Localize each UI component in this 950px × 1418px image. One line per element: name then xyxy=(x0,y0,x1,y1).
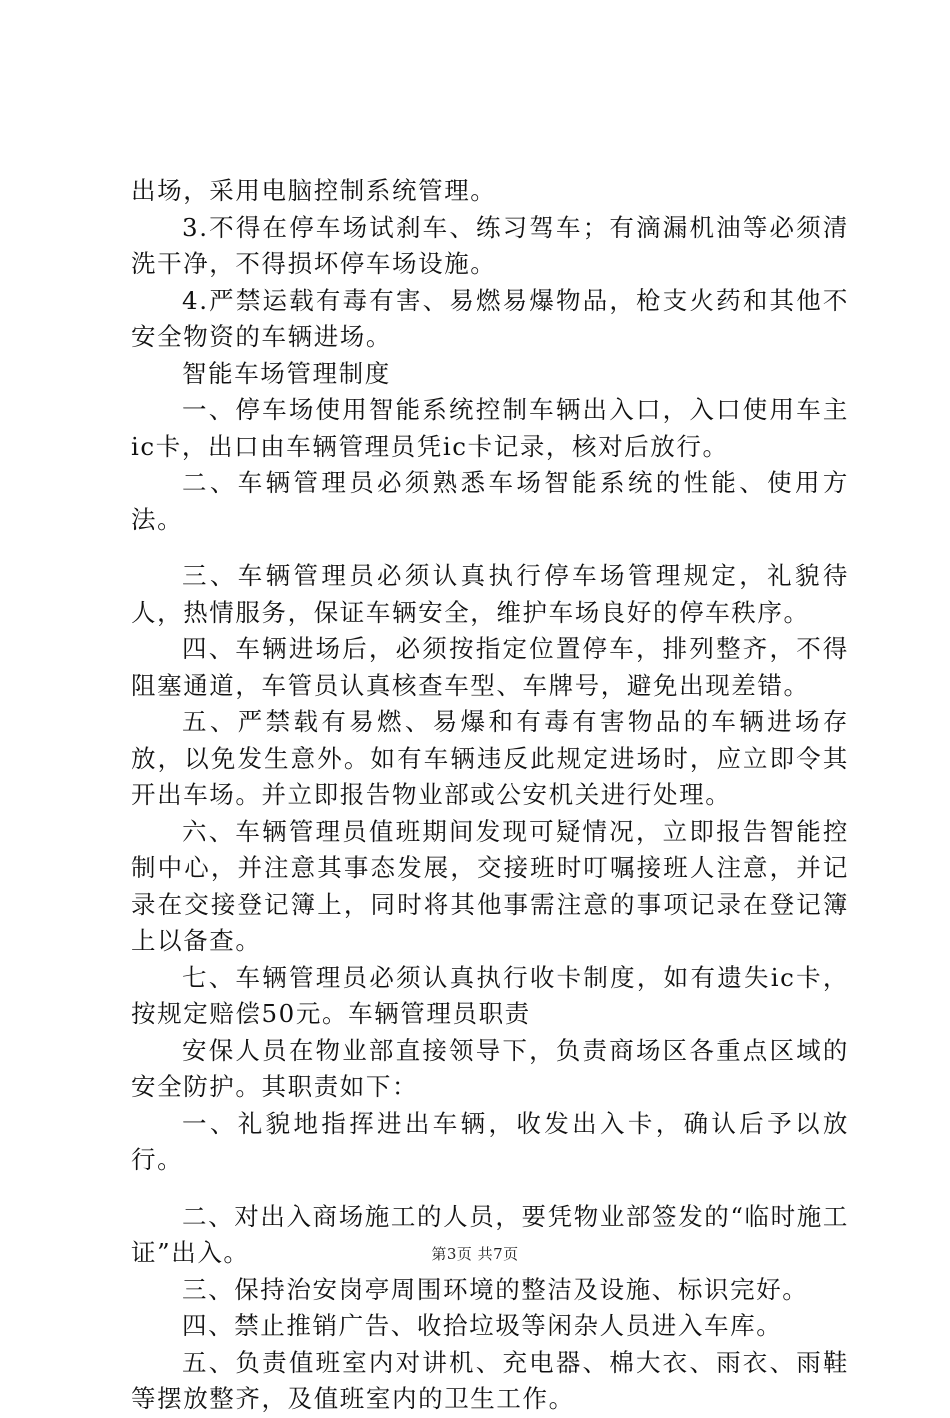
paragraph: 出场，采用电脑控制系统管理。 xyxy=(131,176,497,205)
paragraph: 3.不得在停车场试刹车、练习驾车；有滴漏机油等必须清洗干净，不得损坏停车场设施。 xyxy=(131,212,849,278)
paragraph: 七、车辆管理员必须认真执行收卡制度，如有遗失ic卡，按规定赔偿50元。车辆管理员职责 xyxy=(131,962,849,1028)
document-body xyxy=(131,173,849,1418)
page-footer: 第3页 共7页 xyxy=(431,1245,519,1263)
paragraph: 二、对出入商场施工的人员，要凭物业部签发的“临时施工证”出入。 xyxy=(131,1201,849,1267)
paragraph: 四、车辆进场后，必须按指定位置停车，排列整齐，不得阻塞通道，车管员认真核查车型、车牌号，避免出现差错。 xyxy=(131,634,849,700)
paragraph: 一、礼貌地指挥进出车辆，收发出入卡，确认后予以放行。 xyxy=(131,1108,849,1174)
paragraph: 五、负责值班室内对讲机、充电器、棉大衣、雨衣、雨鞋等摆放整齐，及值班室内的卫生工作。 xyxy=(131,1347,849,1413)
paragraph: 三、保持治安岗亭周围环境的整洁及设施、标识完好。 xyxy=(182,1274,809,1304)
paragraph: 安保人员在物业部直接领导下，负责商场区各重点区域的安全防护。其职责如下： xyxy=(131,1035,849,1101)
paragraph: 4.严禁运载有毒有害、易燃易爆物品，枪支火药和其他不安全物资的车辆进场。 xyxy=(131,285,849,351)
paragraph: 智能车场管理制度 xyxy=(182,358,391,388)
paragraph: 二、车辆管理员必须熟悉车场智能系统的性能、使用方法。 xyxy=(131,468,849,534)
paragraph: 四、禁止推销广告、收拾垃圾等闲杂人员进入车库。 xyxy=(182,1311,783,1340)
paragraph: 五、严禁载有易燃、易爆和有毒有害物品的车辆进场存放，以免发生意外。如有车辆违反此规定进场时，应立即令其开出车场。并立即报告物业部或公安机关进行处理。 xyxy=(131,707,849,809)
paragraph: 六、车辆管理员值班期间发现可疑情况，立即报告智能控制中心，并注意其事态发展，交接班时叮嘱接班人注意，并记录在交接登记簿上，同时将其他事需注意的事项记录在登记簿上以备查。 xyxy=(131,816,849,955)
paragraph: 一、停车场使用智能系统控制车辆出入口，入口使用车主ic卡，出口由车辆管理员凭ic卡记录，核对后放行。 xyxy=(131,395,849,461)
paragraph: 三、车辆管理员必须认真执行停车场管理规定，礼貌待人，热情服务，保证车辆安全，维护车场良好的停车秩序。 xyxy=(131,561,849,627)
